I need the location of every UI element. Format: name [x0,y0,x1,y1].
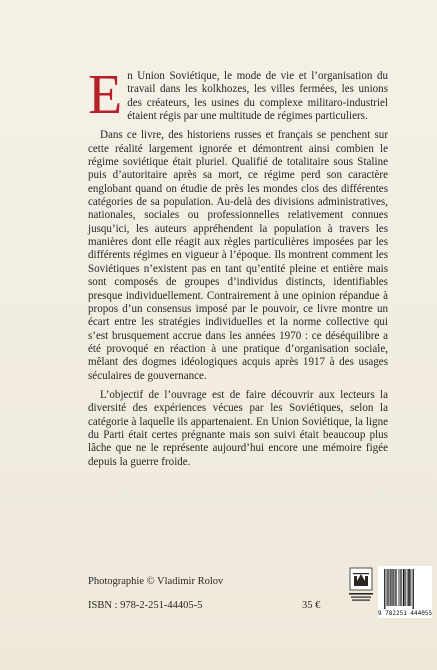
barcode-bar [384,569,385,609]
paragraph-objective: L’objectif de l’ouvrage est de faire découvrir aux lecteurs la diversité des expériences vécues par les Soviétiques, selon la catégorie à laquelle ils appartenaient. En Union Soviétique, la ligne du Parti était certes prégnante mais son suivi était beaucoup plus lâche que ne le représente aujourd’hui encore une mémoire figée depuis la guerre froide. [88,388,388,468]
drop-cap: E [88,64,123,126]
paragraph-main: Dans ce livre, des historiens russes et français se penchent sur cette réalité largement ignorée et démontrent ainsi combien le régime soviétique était pluriel. Qualifié de totalitaire sous Staline puis d’autoritaire après sa mort, ce régime perd son caractère englobant quand on étudie de près les mondes clos des différentes catégories de sa population. Au-delà des divisions administratives, nationales, sociales ou professionnelles relativement connues jusqu’ici, les auteurs appréhendent la population à travers les manières dont elle réagit aux règles particulières imposées par les différents régimes en vigueur à l’époque. Ils montrent comment les Soviétiques n’existent pas en tant qu’entité pleine et entière mais sont composés de groupes d’individus distincts, identifiables presque individuellement. Contrairement à une opinion répandue à propos d’un consensus imposé par le pouvoir, ce livre montre un écart entre les stratégies individuelles et la norme collective qui s’est brusquement accrue dans les années 1970 : ce déséquilibre a été provoqué en réaction à une pratique d’organisation sociale, mêlant des dogmes idéologiques acquis après 1917 à des usages séculaires de gouvernance. [88,129,388,382]
photo-credit: Photographie © Vladimir Rolov [88,576,224,587]
paragraph-intro [88,64,388,126]
price-label: 35 € [302,600,321,611]
paragraph-intro-text: n Union Soviétique, le mode de vie et l’organisation du travail dans les kolkhozes, les villes fermées, les unions des créateurs, les usines du complexe militaro-industriel étaient régis par une multitude de régimes particuliers. [127,70,388,123]
barcode-bar [392,569,393,606]
barcode-bar [400,569,401,606]
barcode-bar [413,569,414,609]
blurb-text [88,64,388,469]
barcode-bar [405,569,406,606]
publisher-logo-icon [347,567,375,603]
barcode-number: 9 782251 444055 [378,610,432,617]
barcode-bar [387,569,388,606]
barcode-bar [408,569,409,606]
isbn-number: ISBN : 978-2-251-44405-5 [88,600,203,611]
barcode [378,566,432,618]
barcode-bar [395,569,396,606]
barcode-bar [409,569,410,606]
barcode-bar [403,569,404,606]
barcode-bar [390,569,391,606]
